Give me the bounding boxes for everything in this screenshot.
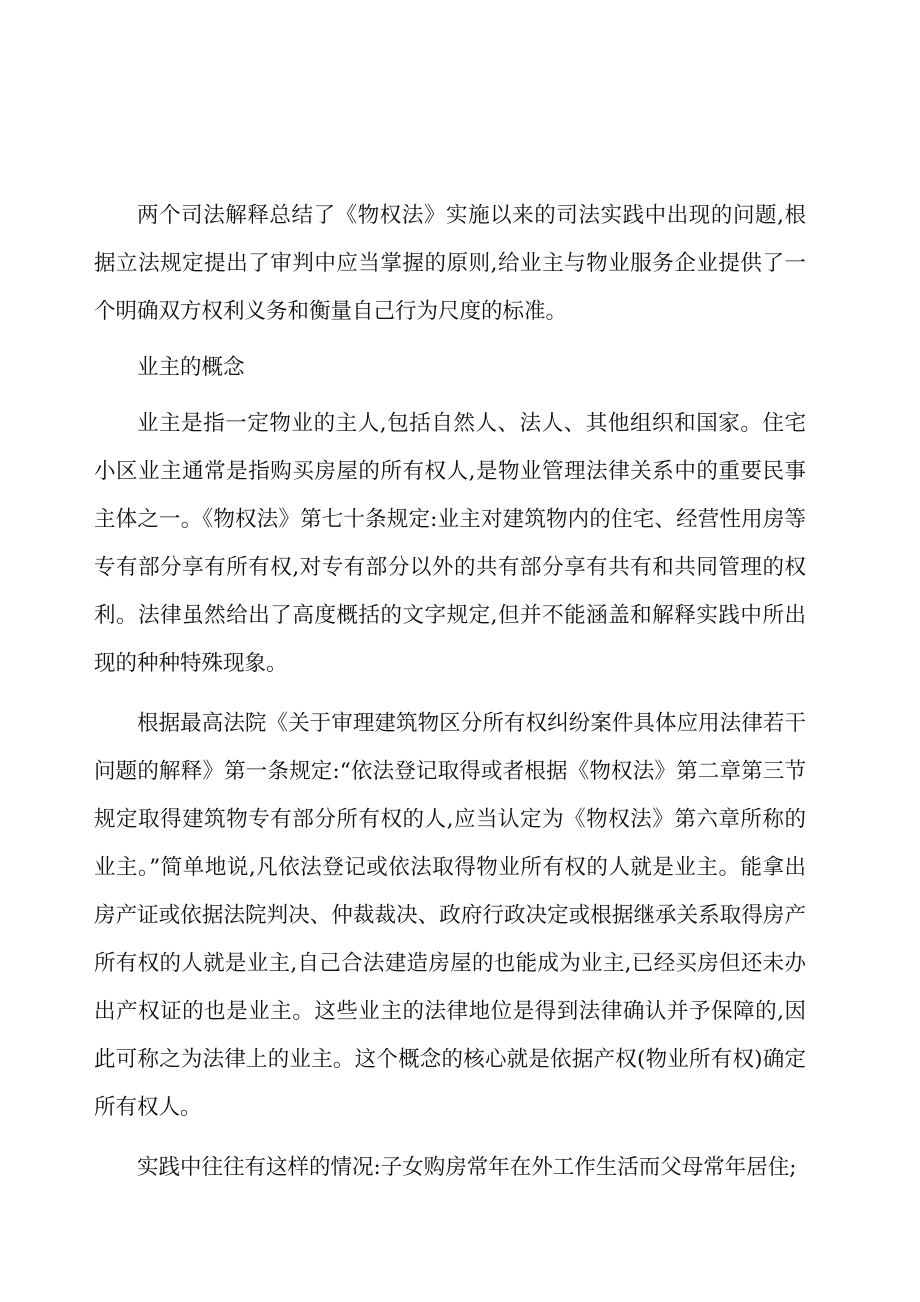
paragraph-owner-definition: 业主是指一定物业的主人,包括自然人、法人、其他组织和国家。住宅小区业主通常是指购买房屋的所有权人,是物业管理法律关系中的重要民事主体之一。《物权法》第七十条规定:业主对建筑物内的住宅、经营性用房等专有部分享有所有权,对专有部分以外的共有部分享有共有和共同管理的权利。法律虽然给出了高度概括的文字规定,但并不能涵盖和解释实践中所出现的种种特殊现象。 — [94, 411, 806, 676]
paragraph-practice: 实践中往往有这样的情况:子女购房常年在外工作生活而父母常年居住; — [137, 1155, 797, 1180]
paragraph-intro: 两个司法解释总结了《物权法》实施以来的司法实践中出现的问题,根据立法规定提出了审判中应当掌握的原则,给业主与物业服务企业提供了一个明确双方权利义务和衡量自己行为尺度的标准。 — [94, 203, 806, 324]
section-heading-owner-concept: 业主的概念 — [137, 355, 245, 380]
document-body — [94, 192, 806, 1192]
paragraph-judicial-interpretation: 根据最高法院《关于审理建筑物区分所有权纠纷案件具体应用法律若干问题的解释》第一条规定:“依法登记取得或者根据《物权法》第二章第三节规定取得建筑物专有部分所有权的人,应当认定为《物权法》第六章所称的业主。”简单地说,凡依法登记或依法取得物业所有权的人就是业主。能拿出房产证或依据法院判决、仲裁裁决、政府行政决定或根据继承关系取得房产所有权的人就是业主,自己合法建造房屋的也能成为业主,已经买房但还未办出产权证的也是业主。这些业主的法律地位是得到法律确认并予保障的,因此可称之为法律上的业主。这个概念的核心就是依据产权(物业所有权)确定 所有权人。 — [94, 711, 806, 1120]
